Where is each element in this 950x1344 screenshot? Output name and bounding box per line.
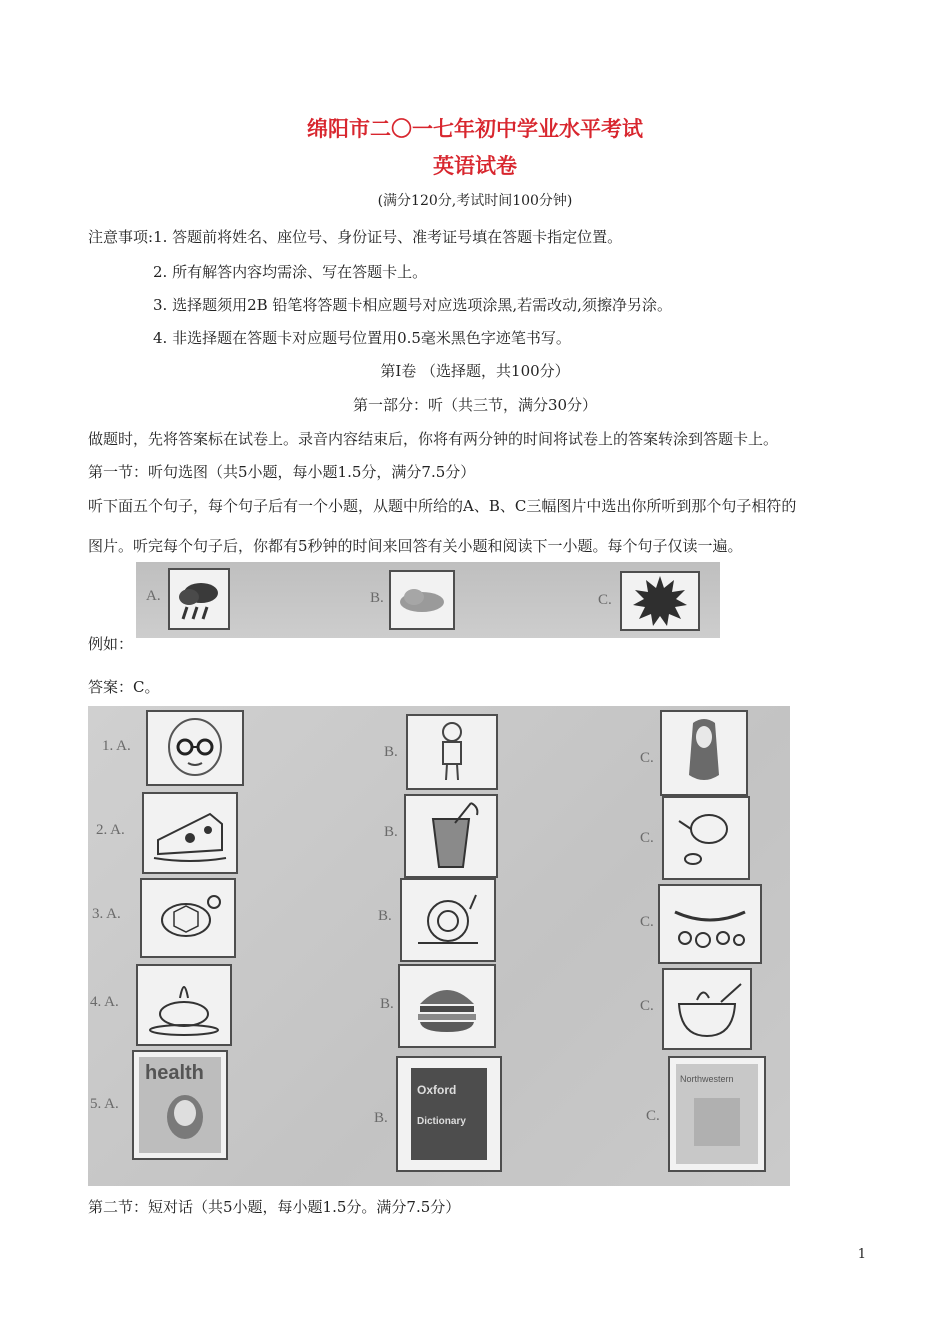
page-number: 1 [857, 1247, 866, 1262]
question-4-b-label: B. [380, 996, 394, 1012]
book-c-title: Northwestern [680, 1074, 734, 1084]
sun-icon [620, 571, 700, 631]
dictionary-word-1: Oxford [417, 1083, 457, 1097]
notice-prefix: 注意事项: [88, 228, 154, 246]
part-heading: 第一部分：听（共三节，满分30分） [352, 396, 598, 414]
question-5-b-label: B. [374, 1110, 388, 1126]
cheese-icon [142, 792, 238, 874]
notice-item-1 [88, 226, 622, 247]
exam-subject: 英语试卷 [433, 154, 517, 178]
example-label: 例如： [88, 635, 134, 653]
soup-pot-icon [662, 968, 752, 1050]
exam-title: 绵阳市二〇一七年初中学业水平考试 [307, 117, 643, 141]
magazine-title: health [145, 1062, 204, 1084]
question-2-a-label: 2. A. [96, 822, 125, 838]
question-4-c-label: C. [640, 998, 654, 1014]
notice-item-3: 3. 选择题须用2B 铅笔将答题卡相应题号对应选项涂黑,若需改动,须擦净另涂。 [153, 296, 672, 314]
volume-heading: 第Ⅰ卷 （选择题，共100分） [380, 362, 570, 380]
instruction-text: 做题时，先将答案标在试卷上。录音内容结束后，你将有两分钟的时间将试卷上的答案转涂到答题卡上。 [88, 430, 779, 448]
question-1-c-label: C. [640, 750, 654, 766]
answer-line: 答案：C。 [88, 678, 160, 696]
girl-with-glasses-icon [146, 710, 244, 786]
question-image-grid [88, 706, 790, 1186]
example-option-a-label: A. [146, 588, 161, 604]
example-image-strip [136, 562, 720, 638]
question-5-c-label: C. [646, 1108, 660, 1124]
drink-glass-icon [404, 794, 498, 878]
woman-portrait-icon [660, 710, 748, 796]
turtle-icon [140, 878, 236, 958]
question-3-c-label: C. [640, 914, 654, 930]
cloud-icon [389, 570, 455, 630]
question-3-a-label: 3. A. [92, 906, 121, 922]
hamburger-icon [398, 964, 496, 1048]
dictionary-book-icon [396, 1056, 502, 1172]
vegetables-icon [658, 884, 762, 964]
question-5-a-label: 5. A. [90, 1096, 119, 1112]
section1-description-2: 图片。听完每个句子后，你都有5秒钟的时间来回答有关小题和阅读下一小题。每个句子仅读一遍。 [88, 537, 743, 555]
question-2-c-label: C. [640, 830, 654, 846]
question-2-b-label: B. [384, 824, 398, 840]
exam-info: (满分120分,考试时间100分钟) [377, 193, 573, 209]
book-cover-icon [668, 1056, 766, 1172]
notice-text-1: 1. 答题前将姓名、座位号、身份证号、准考证号填在答题卡指定位置。 [153, 228, 623, 246]
snail-icon [400, 878, 496, 962]
question-4-a-label: 4. A. [90, 994, 119, 1010]
question-1-b-label: B. [384, 744, 398, 760]
dictionary-word-2: Dictionary [417, 1116, 466, 1127]
magazine-cover-icon [132, 1050, 228, 1160]
question-3-b-label: B. [378, 908, 392, 924]
section2-heading: 第二节：短对话（共5小题，每小题1.5分。满分7.5分） [88, 1198, 461, 1216]
roast-chicken-icon [136, 964, 232, 1046]
teapot-icon [662, 796, 750, 880]
section1-heading: 第一节：听句选图（共5小题，每小题1.5分，满分7.5分） [88, 463, 476, 481]
question-1-a-label: 1. A. [102, 738, 131, 754]
section1-description-1: 听下面五个句子，每个句子后有一个小题，从题中所给的A、B、C三幅图片中选出你所听到那个句子相符的 [88, 497, 797, 515]
rain-cloud-icon [168, 568, 230, 630]
notice-item-2: 2. 所有解答内容均需涂、写在答题卡上。 [153, 263, 428, 281]
example-option-b-label: B. [370, 590, 384, 606]
notice-item-4: 4. 非选择题在答题卡对应题号位置用0.5毫米黑色字迹笔书写。 [153, 329, 571, 347]
example-option-c-label: C. [598, 592, 612, 608]
child-icon [406, 714, 498, 790]
